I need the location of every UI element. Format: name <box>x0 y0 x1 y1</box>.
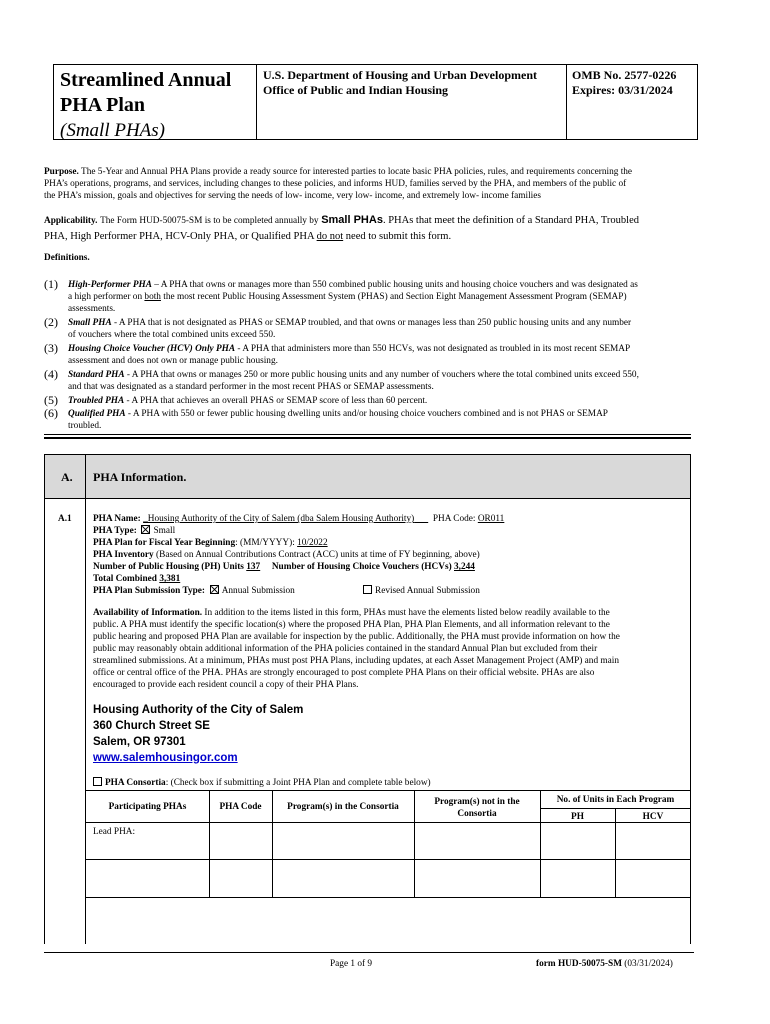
section-letter: A. <box>61 470 73 484</box>
applicability-text: PHA, High Performer PHA, HCV-Only PHA, or Qualified PHA <box>44 231 314 242</box>
definition-term: Small PHA <box>68 318 112 328</box>
col-participating-phas: Participating PHAs <box>108 802 187 812</box>
form-header <box>53 64 698 140</box>
definition-item <box>44 317 694 341</box>
pha-information: PHA Name: _Housing Authority of the City of Salem (dba Salem Housing Authority) PHA Code: OR011 PHA Type: Small PHA Plan for Fiscal Year Beginning: (MM/YYYY): 10/2022 PHA Inventory (Based on Annual Contributions Contract (ACC) units at time of FY beginning, above) Number of Public Housing (PH) Units 137 Number of Housing Choice Vouchers (HCVs) 3,244 Total Combined 3,381 PHA Plan Submission Type: Annual Submission Revised Annual Submission <box>93 514 505 596</box>
consortia-label: PHA Consortia <box>105 778 166 788</box>
title-cell <box>54 65 257 139</box>
definition-number: (1) <box>44 277 58 291</box>
table-rule <box>86 790 691 791</box>
definition-text: - A PHA that administers more than 550 HCVs, was not designated as troubled in its most recent SEMAP <box>235 344 631 354</box>
form-title-line2: PHA Plan <box>60 94 146 116</box>
availability-line: office or central office of the PHA. PHAs are strongly encouraged to post complete PHA Plans on their official website. PHAs are also <box>93 668 595 678</box>
hcv-value[interactable]: 3,244 <box>454 562 475 572</box>
definition-text: assessment and does not own or manage public housing. <box>68 356 278 366</box>
total-combined-label: Total Combined <box>93 574 157 584</box>
applicability-text: The Form HUD-50075-SM is to be completed annually by <box>100 216 319 226</box>
applicability-text: need to submit this form. <box>345 231 452 242</box>
revised-submission-label: Revised Annual Submission <box>375 586 480 596</box>
table-col-rule <box>540 790 541 897</box>
ph-units-label: Number of Public Housing (PH) Units <box>93 562 244 572</box>
col-ph: PH <box>571 812 584 822</box>
availability-line: public. A PHA must identify the specific location(s) where the proposed PHA Plan, PHA Plan Elements, and all information relevant to the <box>93 620 610 630</box>
applicability-small-pha: Small PHAs <box>321 214 383 226</box>
definition-term: High-Performer PHA <box>68 280 152 290</box>
form-date: (03/31/2024) <box>621 959 673 969</box>
inventory-note: (Based on Annual Contributions Contract (ACC) units at time of FY beginning, above) <box>153 550 480 560</box>
revised-submission-checkbox[interactable] <box>363 585 372 594</box>
department-name: U.S. Department of Housing and Urban Development <box>263 68 538 82</box>
fiscal-year-format: : (MM/YYYY): <box>235 538 298 548</box>
inventory-label: PHA Inventory <box>93 550 154 560</box>
definition-text: of vouchers where the total combined units exceed 550. <box>68 330 276 340</box>
divider <box>44 437 691 439</box>
fiscal-year-value[interactable]: 10/2022 <box>297 538 328 548</box>
definition-text: both <box>144 292 161 302</box>
pha-type-value: Small <box>153 526 176 536</box>
office-name: Office of Public and Indian Housing <box>263 83 449 97</box>
col-programs-not-in <box>414 796 540 820</box>
purpose-label: Purpose. <box>44 167 79 177</box>
availability-line: encouraged to provide each resident council a copy of their PHA Plans. <box>93 680 359 690</box>
pha-type-label: PHA Type: <box>93 526 137 536</box>
col-units: No. of Units in Each Program <box>556 795 675 805</box>
section-a-header <box>44 454 691 499</box>
consortia-note: : (Check box if submitting a Joint PHA Plan and complete table below) <box>165 778 431 788</box>
submission-type-label: PHA Plan Submission Type: <box>93 586 206 596</box>
definition-text: – A PHA that owns or manages more than 550 combined public housing units and housing choice vouchers and was designated as <box>151 280 638 290</box>
purpose-paragraph <box>44 166 694 202</box>
definition-text: assessments. <box>68 304 116 314</box>
table-rule <box>86 897 691 898</box>
definition-text: troubled. <box>68 421 102 431</box>
definition-text: - A PHA that owns or manages 250 or more public housing units and any number of vouchers where the total combined units exceed 550, <box>124 370 639 380</box>
purpose-line: PHA’s operations, programs, and services, including changes to these policies, and informs HUD, families served by the PHA, and members of the public of <box>44 179 627 189</box>
definition-text: - A PHA with 550 or fewer public housing dwelling units and/or housing choice vouchers combined and is not PHAS or SEMAP <box>125 409 608 419</box>
total-combined-value[interactable]: 3,381 <box>159 574 181 584</box>
form-number: form HUD-50075-SM <box>536 959 622 969</box>
definition-item <box>44 343 694 367</box>
col-programs-not-in-line1: Program(s) not in the <box>434 797 520 807</box>
purpose-line: The 5-Year and Annual PHA Plans provide a ready source for interested parties to locate basic PHA policies, rules, and requirements concerning the <box>81 167 633 177</box>
form-subtitle: (Small PHAs) <box>60 120 166 141</box>
purpose-line: the PHA’s mission, goals and objectives for serving the needs of low- income, very low- income, and extremely low- income families <box>44 191 542 201</box>
address-city: Salem, OR 97301 <box>93 736 186 748</box>
address-block <box>93 702 303 766</box>
availability-line: public may reasonably obtain additional information of the PHA policies contained in the standard Annual Plan but excluded from their <box>93 644 598 654</box>
definitions-heading: Definitions. <box>44 253 90 263</box>
address-organization: Housing Authority of the City of Salem <box>93 704 304 716</box>
form-id <box>536 958 673 970</box>
col-hcv: HCV <box>642 812 664 822</box>
form-title-line1: Streamlined Annual <box>60 69 232 91</box>
availability-line: In addition to the items listed in this form, PHAs must have the elements listed below readily available to the <box>202 608 610 618</box>
applicability-text: . PHAs that meet the definition of a Standard PHA, Troubled <box>382 215 639 226</box>
small-pha-checkbox[interactable] <box>141 525 150 534</box>
definition-item <box>44 279 694 315</box>
pha-name-label: PHA Name <box>93 514 138 524</box>
definition-number: (4) <box>44 367 58 381</box>
applicability-label: Applicability. <box>44 216 98 226</box>
expiration-date: Expires: 03/31/2024 <box>572 83 673 97</box>
subsection-number: A.1 <box>58 514 72 524</box>
footer-rule <box>44 952 694 953</box>
consortia-checkbox[interactable] <box>93 777 102 786</box>
applicability-do-not: do not <box>316 231 344 242</box>
definition-text: the most recent Public Housing Assessment System (PHAS) and Section Eight Management Assessment Program (SEMAP) <box>160 292 627 302</box>
address-street: 360 Church Street SE <box>93 720 210 732</box>
col-programs-in: Program(s) in the Consortia <box>287 802 399 812</box>
definition-term: Standard PHA <box>68 370 125 380</box>
lead-pha-label: Lead PHA: <box>93 827 136 837</box>
annual-submission-label: Annual Submission <box>221 586 295 596</box>
fiscal-year-label: PHA Plan for Fiscal Year Beginning <box>93 538 236 548</box>
pha-code-label: PHA Code <box>432 514 473 524</box>
col-programs-not-in-line2: Consortia <box>457 809 497 819</box>
definition-number: (2) <box>44 315 58 329</box>
department-cell <box>257 65 567 139</box>
ph-units-value[interactable]: 137 <box>246 562 261 572</box>
definition-term: Housing Choice Voucher (HCV) Only PHA <box>68 344 236 354</box>
definition-text: - A PHA that achieves an overall PHAS or SEMAP score of less than 60 percent. <box>124 396 428 406</box>
definition-item <box>44 395 694 407</box>
hcv-label: Number of Housing Choice Vouchers (HCVs) <box>271 562 452 572</box>
availability-line: public hearing and proposed PHA Plan are available for inspection by the public. Additionally, the PHA must provide information on how the <box>93 632 620 642</box>
consortia-line <box>93 777 431 789</box>
omb-cell <box>567 65 697 145</box>
omb-number: OMB No. 2577-0226 <box>572 68 677 82</box>
definition-term: Qualified PHA <box>68 409 126 419</box>
pha-code-value[interactable]: OR011 <box>477 514 505 524</box>
applicability-paragraph <box>44 213 694 244</box>
definition-item <box>44 408 694 432</box>
divider <box>44 434 691 435</box>
availability-label: Availability of Information. <box>93 608 203 618</box>
annual-submission-checkbox[interactable] <box>210 585 219 594</box>
definition-number: (6) <box>44 406 58 420</box>
availability-line: streamlined submissions. At a minimum, PHAs must post PHA Plans, including updates, at each Asset Management Project (AMP) and main <box>93 656 620 666</box>
section-title: PHA Information. <box>93 470 187 484</box>
definition-term: Troubled PHA <box>68 396 125 406</box>
table-rule <box>86 859 691 860</box>
pha-name-value[interactable]: _Housing Authority of the City of Salem (dba Salem Housing Authority) <box>143 514 415 524</box>
definition-text: a high performer on <box>68 292 145 302</box>
definition-text: - A PHA that is not designated as PHAS or SEMAP troubled, and that owns or manages less than 250 public housing units and any number <box>111 318 632 328</box>
column-divider <box>85 454 86 944</box>
definition-number: (3) <box>44 341 58 355</box>
definition-number: (5) <box>44 393 58 407</box>
col-pha-code: PHA Code <box>219 802 262 812</box>
definition-text: and that was designated as a standard performer in the most recent PHAS or SEMAP assessments. <box>68 382 434 392</box>
availability-paragraph <box>93 607 683 691</box>
website-link[interactable]: www.salemhousingor.com <box>93 752 238 764</box>
definition-item <box>44 369 694 393</box>
page-number: Page 1 of 9 <box>330 959 373 969</box>
